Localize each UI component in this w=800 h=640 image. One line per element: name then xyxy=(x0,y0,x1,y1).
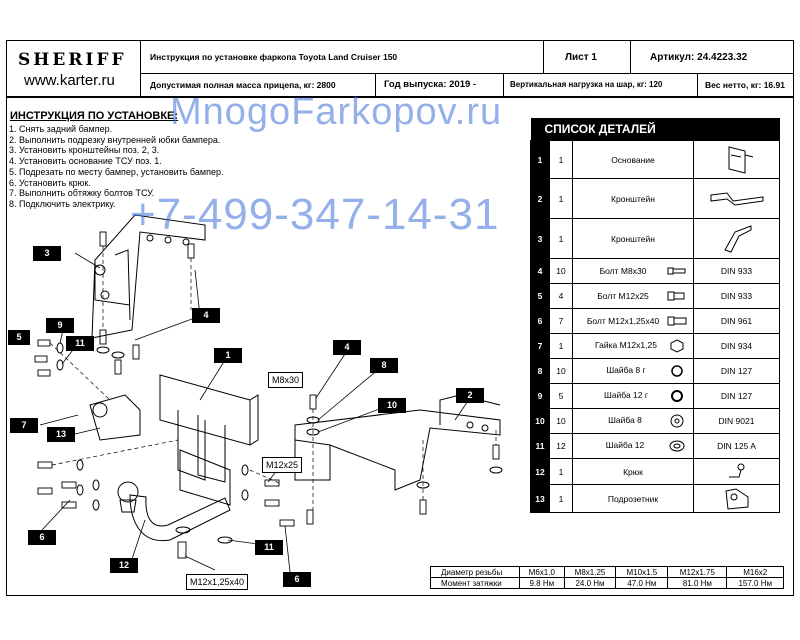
table-row xyxy=(531,141,780,179)
part-picture xyxy=(694,485,780,513)
part-num: 1 xyxy=(531,141,550,179)
part-qty: 1 xyxy=(550,459,573,485)
table-row xyxy=(531,409,780,434)
part-picture xyxy=(694,219,780,259)
washer-icon xyxy=(669,414,685,428)
install-step: 7. Выполнить обтяжку болтов ТСУ. xyxy=(9,188,155,199)
watermark-phone: +7-499-347-14-31 xyxy=(130,190,500,239)
part-standard: DIN 961 xyxy=(694,309,780,334)
part-num: 8 xyxy=(531,359,550,384)
install-step: 8. Подключить электрику. xyxy=(9,198,116,209)
part-standard: DIN 127 xyxy=(694,384,780,409)
socket-plate xyxy=(90,395,140,440)
callout-3: 3 xyxy=(33,246,61,261)
part-qty: 1 xyxy=(550,219,573,259)
socket-plate-icon xyxy=(722,487,752,511)
table-row xyxy=(531,284,780,309)
table-row xyxy=(531,259,780,284)
install-step: 4. Установить основание ТСУ поз. 1. xyxy=(9,156,162,167)
part-num: 12 xyxy=(531,459,550,485)
callout-12: 12 xyxy=(110,558,138,573)
part-name-cell xyxy=(573,309,694,334)
part-name: Болт М12х1,25х40 xyxy=(586,315,660,326)
table-row xyxy=(531,384,780,409)
spring-washer-icon xyxy=(670,364,684,378)
callout-9: 9 xyxy=(46,318,74,333)
watermark-site: MnogoFarkopov.ru xyxy=(170,91,503,133)
header-divider xyxy=(697,73,698,97)
part-name-cell xyxy=(573,384,694,409)
thread-size: M8x1.25 xyxy=(564,567,616,578)
hook-part-icon xyxy=(725,463,749,481)
torque-table xyxy=(430,566,784,589)
callout-2: 2 xyxy=(456,388,484,403)
torque-row-label: Диаметр резьбы xyxy=(431,567,520,578)
part-num: 13 xyxy=(531,485,550,513)
part-name: Болт М12х25 xyxy=(597,290,649,301)
part-qty: 10 xyxy=(550,409,573,434)
instruction-title: Инструкция по установке фаркопа Toyota Land Cruiser 150 xyxy=(150,52,398,62)
table-row xyxy=(431,578,784,589)
install-step: 3. Установить кронштейны поз. 2, 3. xyxy=(9,145,160,156)
max-trailer-mass: Допустимая полная масса прицепа, кг: 2800 xyxy=(150,80,336,90)
website: www.karter.ru xyxy=(24,72,115,89)
callout-6: 6 xyxy=(283,572,311,587)
torque-value: 24.0 Нм xyxy=(564,578,616,589)
install-step: 5. Подрезать по месту бампер, установить бампер. xyxy=(9,166,224,177)
callout-4: 4 xyxy=(333,340,361,355)
part-qty: 1 xyxy=(550,334,573,359)
callout-4: 4 xyxy=(192,308,220,323)
part-name-cell xyxy=(573,334,694,359)
label-m12x125x40: M12x1,25x40 xyxy=(186,574,248,590)
callout-8: 8 xyxy=(370,358,398,373)
torque-value: 9.8 Нм xyxy=(520,578,565,589)
label-m12x25: M12x25 xyxy=(262,457,302,473)
part-qty: 1 xyxy=(550,179,573,219)
part-qty: 1 xyxy=(550,141,573,179)
part-qty: 5 xyxy=(550,384,573,409)
callout-1: 1 xyxy=(214,348,242,363)
header-divider xyxy=(543,40,544,73)
part-name: Шайба 8 xyxy=(608,415,642,426)
sheet-number: Лист 1 xyxy=(565,52,597,63)
table-row xyxy=(531,359,780,384)
table-row xyxy=(531,485,780,513)
part-num: 5 xyxy=(531,284,550,309)
callout-11: 11 xyxy=(66,336,94,351)
table-row xyxy=(531,434,780,459)
part-name: Болт М8х30 xyxy=(599,265,647,276)
part-name-cell xyxy=(573,259,694,284)
part-standard: DIN 933 xyxy=(694,259,780,284)
part-qty: 1 xyxy=(550,485,573,513)
part-qty: 10 xyxy=(550,359,573,384)
part-picture xyxy=(694,141,780,179)
washer-icon xyxy=(669,439,685,453)
production-year: Год выпуска: 2019 - xyxy=(384,79,477,90)
article-number: Артикул: 24.4223.32 xyxy=(650,52,748,63)
callout-10: 10 xyxy=(378,398,406,413)
part-standard: DIN 933 xyxy=(694,284,780,309)
callout-11: 11 xyxy=(255,540,283,555)
header-divider xyxy=(630,40,631,73)
part-qty: 10 xyxy=(550,259,573,284)
torque-value: 47.0 Нм xyxy=(616,578,668,589)
part-name: Шайба 12 г xyxy=(604,390,648,401)
part-num: 9 xyxy=(531,384,550,409)
part-qty: 12 xyxy=(550,434,573,459)
part-name: Крюк xyxy=(573,459,694,485)
install-step: 6. Установить крюк. xyxy=(9,177,91,188)
torque-row-label: Момент затяжки xyxy=(431,578,520,589)
parts-table-title: СПИСОК ДЕТАЛЕЙ xyxy=(531,118,780,141)
table-row xyxy=(531,459,780,485)
part-standard: DIN 934 xyxy=(694,334,780,359)
bolt-icon xyxy=(667,291,687,301)
part-name: Основание xyxy=(573,141,694,179)
table-row xyxy=(531,309,780,334)
base-part-icon xyxy=(717,143,757,177)
callout-6: 6 xyxy=(28,530,56,545)
table-row xyxy=(531,179,780,219)
thread-size: M12x1.75 xyxy=(668,567,727,578)
bolt-icon xyxy=(667,316,687,326)
label-m8x30: M8x30 xyxy=(268,372,303,388)
part-num: 10 xyxy=(531,409,550,434)
part-num: 6 xyxy=(531,309,550,334)
bracket-part-icon xyxy=(707,187,767,211)
bolt-icon xyxy=(667,266,687,276)
callout-5: 5 xyxy=(8,330,30,345)
thread-size: M10x1.5 xyxy=(616,567,668,578)
part-name: Шайба 12 xyxy=(605,440,645,451)
part-standard: DIN 125 A xyxy=(694,434,780,459)
brand-logo: SHERIFF xyxy=(18,50,127,70)
part-picture xyxy=(694,459,780,485)
nut-icon xyxy=(670,339,684,353)
part-name: Кронштейн xyxy=(573,219,694,259)
spring-washer-icon xyxy=(670,389,684,403)
install-step: 1. Снять задний бампер. xyxy=(9,124,113,134)
part-num: 7 xyxy=(531,334,550,359)
torque-value: 157.0 Нм xyxy=(727,578,784,589)
part-name: Кронштейн xyxy=(573,179,694,219)
part-name-cell xyxy=(573,434,694,459)
part-num: 4 xyxy=(531,259,550,284)
part-name-cell xyxy=(573,284,694,309)
thread-size: M16x2 xyxy=(727,567,784,578)
bracket-part-icon xyxy=(717,222,757,256)
parts-table xyxy=(530,118,780,513)
part-name: Шайба 8 г xyxy=(606,365,646,376)
part-qty: 4 xyxy=(550,284,573,309)
part-standard: DIN 127 xyxy=(694,359,780,384)
part-picture xyxy=(694,179,780,219)
callout-7: 7 xyxy=(10,418,38,433)
vertical-load: Вертикальная нагрузка на шар, кг: 120 xyxy=(510,80,663,89)
install-step: 2. Выполнить подрезку внутренней юбки бампера. xyxy=(9,134,221,145)
callout-13: 13 xyxy=(47,427,75,442)
part-qty: 7 xyxy=(550,309,573,334)
installation-title: ИНСТРУКЦИЯ ПО УСТАНОВКЕ: xyxy=(10,110,179,122)
part-standard: DIN 9021 xyxy=(694,409,780,434)
table-row xyxy=(431,567,784,578)
thread-size: M6x1.0 xyxy=(520,567,565,578)
part-name: Гайка М12х1,25 xyxy=(595,340,657,351)
tow-hook xyxy=(130,495,230,541)
part-name: Подрозетник xyxy=(573,485,694,513)
part-name-cell xyxy=(573,359,694,384)
net-weight: Вес нетто, кг: 16.91 xyxy=(705,80,785,90)
table-row xyxy=(531,219,780,259)
part-num: 11 xyxy=(531,434,550,459)
part-name-cell xyxy=(573,409,694,434)
part-num: 3 xyxy=(531,219,550,259)
part-num: 2 xyxy=(531,179,550,219)
table-row xyxy=(531,334,780,359)
torque-value: 81.0 Нм xyxy=(668,578,727,589)
